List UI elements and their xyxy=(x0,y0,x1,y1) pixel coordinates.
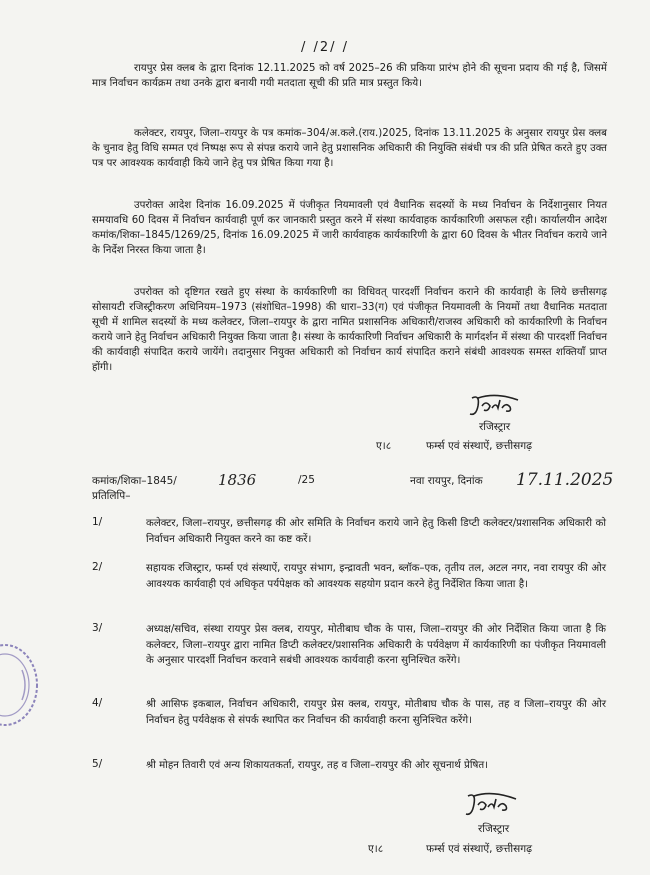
copy-item-5-text: श्री मोहन तिवारी एवं अन्य शिकायतकर्ता, रायपुर, तह व जिला–रायपुर की ओर सूचनार्थ प्रेषित। xyxy=(146,760,489,771)
place-date-label: नवा रायपुर, दिनांक xyxy=(410,475,483,487)
copy-item-1-text: कलेक्टर, जिला–रायपुर, छत्तीसगढ़ की ओर समिति के निर्वाचन कराये जाने हेतु किसी डिप्टी कलेक्टर/प्रशासनिक अधिकारी को निर्वाचन अधिकारी नियुक्त करने का कष्ट करें। xyxy=(146,518,606,545)
signature-2-title: रजिस्ट्रार xyxy=(478,823,510,835)
handwritten-date: 17.11.2025 xyxy=(516,470,614,490)
reference-year: /25 xyxy=(298,474,315,486)
signature-2-office: फर्म्स एवं संस्थाऐं, छत्तीसगढ़ xyxy=(426,843,533,855)
paragraph-1 xyxy=(92,61,607,91)
paragraph-4-text: उपरोक्त को दृष्टिगत रखते हुए संस्था के कार्यकारिणी का विधिवत् पारदर्शी निर्वाचन कराने की कार्यवाही के लिये छत्तीसगढ़ सोसायटी रजिस्ट्रीकरण अधिनियम–1973 (संशोधित–1998) की धारा–33(ग) एवं पंजीकृत नियमावली के नियमों तथा वैधानिक मतदाता सूची में शामिल सदस्यों के मध्य कलेक्टर, जिला–रायपुर के द्वारा नामित प्रशासनिक अधिकारी/राजस्व अधिकारी को कार्यकारिणी के निर्वाचन कराये जाने हेतु निर्वाचन अधिकारी नियुक्त किया जाता है। संस्था के कार्यकारिणी निर्वाचन अधिकारी के मार्गदर्शन में संस्था की पारदर्शी निर्वाचन की कार्यवाही संपादित कराये जायेंगे। तदानुसार नियुक्त अधिकारी को निर्वाचन कार्य संपादित कराने संबंधी आवश्यक समस्त शक्तियाँ प्राप्त होंगी। xyxy=(92,287,607,373)
paragraph-4 xyxy=(92,285,607,375)
copy-item-3-number: 3/ xyxy=(92,622,103,634)
signature-1-prefix: ए।८ xyxy=(376,440,392,452)
reference-handwritten-number: 1836 xyxy=(218,471,257,489)
signature-2-prefix: ए।८ xyxy=(368,843,384,855)
paragraph-3-text: उपरोक्त आदेश दिनांक 16.09.2025 में पंजीकृत नियमावली एवं वैधानिक सदस्यों के मध्य निर्वाचन के निर्देशानुसार नियत समयावधि 60 दिवस में निर्वाचन कार्यवाही पूर्ण कर जानकारी प्रस्तुत करने में संस्था कार्यवाहक कार्यकारिणी असफल रही। कार्यालयीन आदेश कमांक/शिका–1845/1269/25, दिनांक 16.09.2025 में जारी कार्यवाहक कार्यकारिणी के द्वारा 60 दिवस के भीतर निर्वाचन कराये जाने के निर्देश निरस्त किया जाता है। xyxy=(92,200,607,256)
signature-1-title: रजिस्ट्रार xyxy=(479,421,511,433)
page-number: / /2/ / xyxy=(300,40,350,55)
paragraph-2-text: कलेक्टर, रायपुर, जिला–रायपुर के पत्र कमांक–304/अ.कले.(राय.)2025, दिनांक 13.11.2025 के अनुसार रायपुर प्रेस क्लब के चुनाव हेतु विधि सम्मत एवं निष्पक्ष रूप से संपन्न कराये जाने हेतु प्रशासनिक अधिकारी की नियुक्ति संबंधी पत्र की प्रति प्रेषित करते हुए उक्त पत्र पर आवश्यक कार्यवाही किये जाने हेतु पत्र प्रेषित किया गया है। xyxy=(92,128,607,169)
copy-item-2-text: सहायक रजिस्ट्रार, फर्म्स एवं संस्थाऐं, रायपुर संभाग, इन्द्रावती भवन, ब्लॉक–एक, तृतीय तल, अटल नगर, नवा रायपुर की ओर आवश्यक कार्यवाही एवं अधिकृत पर्यपेक्षक को आवश्यक सहयोग प्रदान करने हेतु निर्देशित किया जाता है। xyxy=(146,563,606,590)
paragraph-3 xyxy=(92,198,607,258)
reference-label: कमांक/शिका–1845/ xyxy=(92,475,177,487)
copy-item-5-number: 5/ xyxy=(92,758,103,770)
copy-item-4-number: 4/ xyxy=(92,697,103,709)
office-stamp xyxy=(0,640,40,730)
signature-mark-1 xyxy=(466,392,526,422)
signature-mark-2 xyxy=(462,790,524,822)
signature-1-office: फर्म्स एवं संस्थाऐं, छत्तीसगढ़ xyxy=(426,440,533,452)
copy-label: प्रतिलिपि– xyxy=(92,490,131,502)
copy-item-1-number: 1/ xyxy=(92,516,103,528)
copy-item-4-text: श्री आसिफ इकबाल, निर्वाचन अधिकारी, रायपुर प्रेस क्लब, रायपुर, मोतीबाघ चौक के पास, तह व जिला–रायपुर की ओर निर्वाचन हेतु पर्यवेक्षक से संपर्क स्थापित कर निर्वाचन की कार्यवाही करना सुनिश्चित करेंगे। xyxy=(146,699,606,726)
paragraph-1-text: रायपुर प्रेस क्लब के द्वारा दिनांक 12.11.2025 को वर्ष 2025–26 की प्रकिया प्रारंभ होने की सूचना प्रदाय की गई है, जिसमें मात्र निर्वाचन कार्यक्रम तथा उनके द्वारा बनायी गयी मतदाता सूची की प्रति मात्र प्रस्तुत किये। xyxy=(92,63,607,89)
copy-item-3-text: अध्यक्ष/सचिव, संस्था रायपुर प्रेस क्लब, रायपुर, मोतीबाघ चौक के पास, जिला–रायपुर की ओर निर्देशित किया जाता है कि कलेक्टर, जिला–रायपुर द्वारा नामित डिप्टी कलेक्टर/प्रशासनिक अधिकारी के पर्यवेक्षण में कार्यकारिणी का पंजीकृत नियमावली के अनुसार पारदर्शी निर्वाचन करवाने सबंधी आवश्यक कार्यवाही करना सुनिश्चित करेंगे। xyxy=(146,624,606,666)
paragraph-2 xyxy=(92,126,607,171)
copy-item-2-number: 2/ xyxy=(92,561,103,573)
